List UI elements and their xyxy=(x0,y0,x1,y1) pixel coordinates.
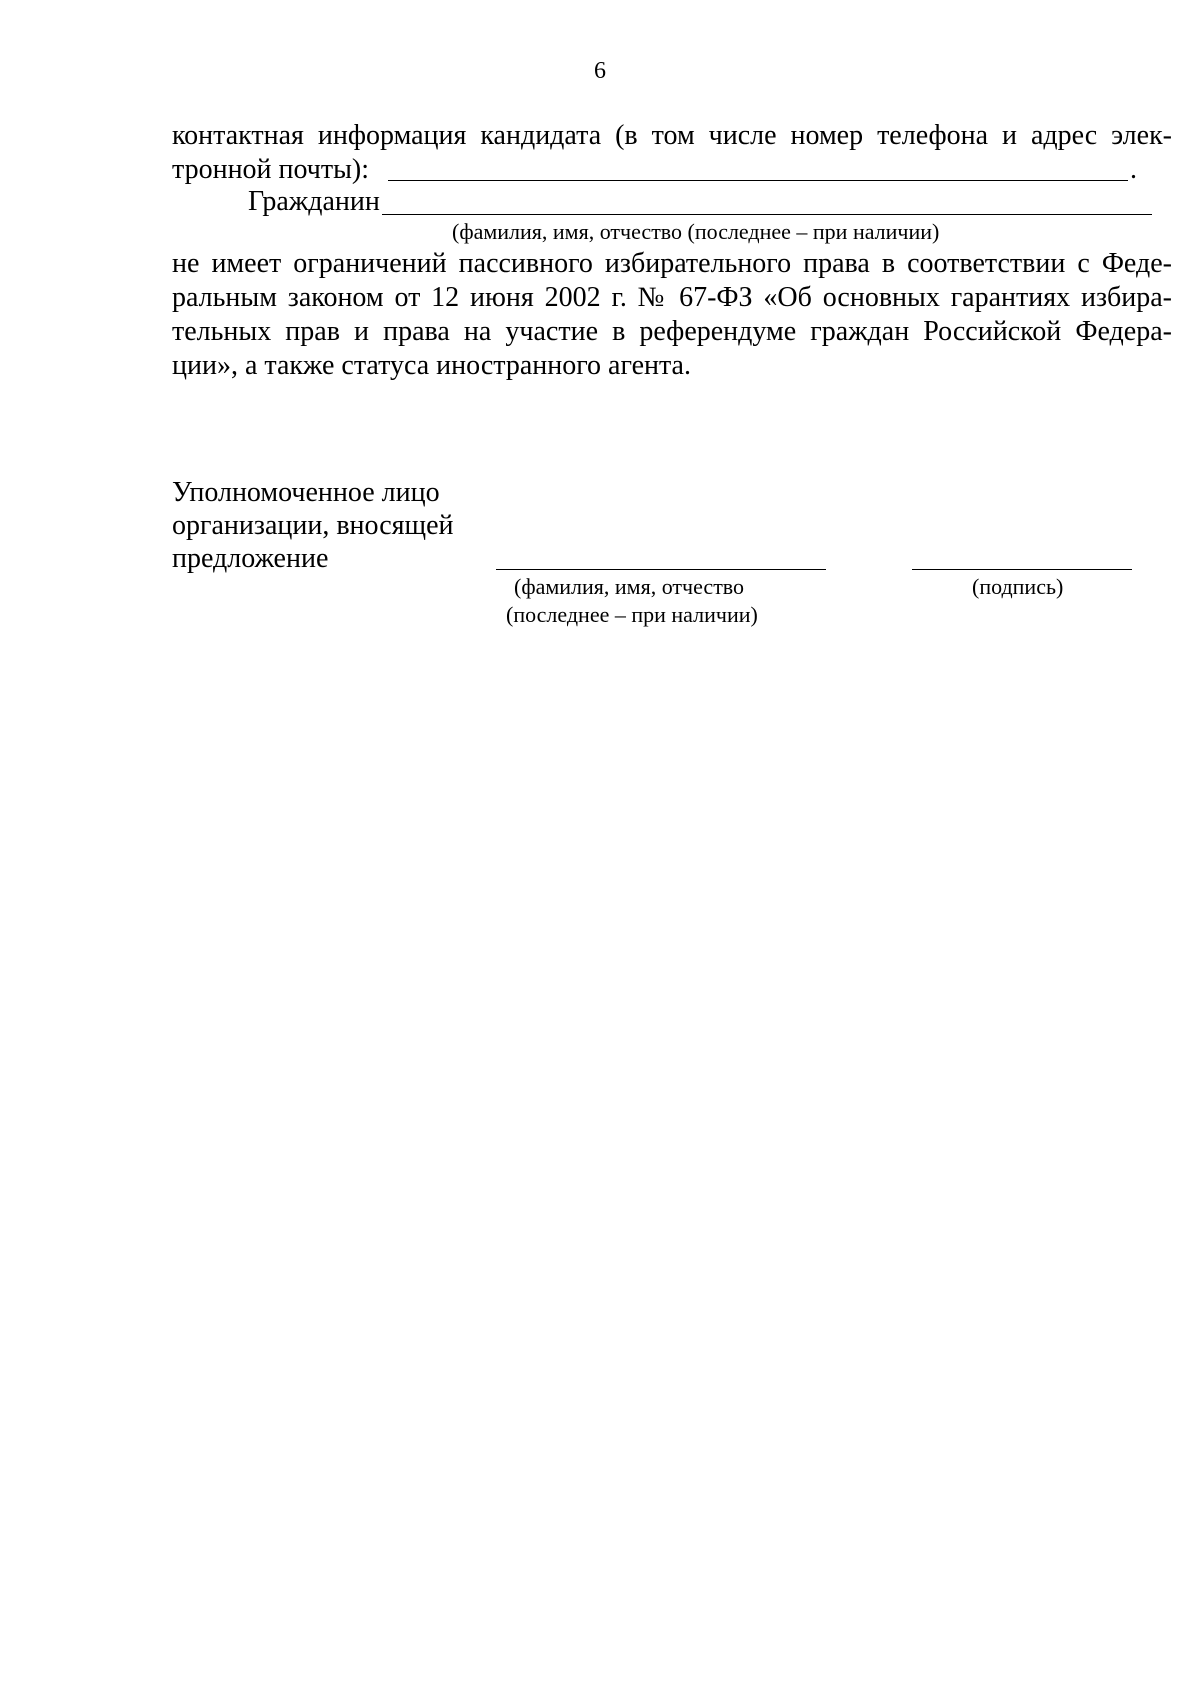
contact-info-period: . xyxy=(1130,154,1137,185)
citizen-name-caption: (фамилия, имя, отчество (последнее – при наличии) xyxy=(452,219,940,244)
statement-line-2: ральным законом от 12 июня 2002 г. № 67-ФЗ «Об основных гарантиях избира- xyxy=(172,282,1172,313)
authorized-person-name-field[interactable] xyxy=(496,569,826,570)
statement-line-1: не имеет ограничений пассивного избирательного права в соответствии с Феде- xyxy=(172,248,1172,279)
contact-info-label: тронной почты): xyxy=(172,154,370,185)
authorized-person-label-line-3: предложение xyxy=(172,543,329,574)
authorized-person-name-caption-line-2: (последнее – при наличии) xyxy=(506,602,758,627)
statement-line-3: тельных прав и права на участие в референдуме граждан Российской Федера- xyxy=(172,316,1172,347)
citizen-name-field[interactable] xyxy=(382,214,1152,215)
authorized-person-label-line-2: организации, вносящей xyxy=(172,510,454,541)
page-number: 6 xyxy=(594,58,606,84)
authorized-person-label-line-1: Уполномоченное лицо xyxy=(172,477,440,508)
signature-caption: (подпись) xyxy=(972,574,1064,599)
authorized-person-name-caption-line-1: (фамилия, имя, отчество xyxy=(514,574,745,599)
signature-field[interactable] xyxy=(912,569,1132,570)
contact-info-field[interactable] xyxy=(388,180,1128,181)
citizen-label: Гражданин xyxy=(248,186,380,217)
statement-line-4: ции», а также статуса иностранного агента. xyxy=(172,350,691,381)
contact-info-line-1: контактная информация кандидата (в том числе номер телефона и адрес элек- xyxy=(172,120,1172,151)
